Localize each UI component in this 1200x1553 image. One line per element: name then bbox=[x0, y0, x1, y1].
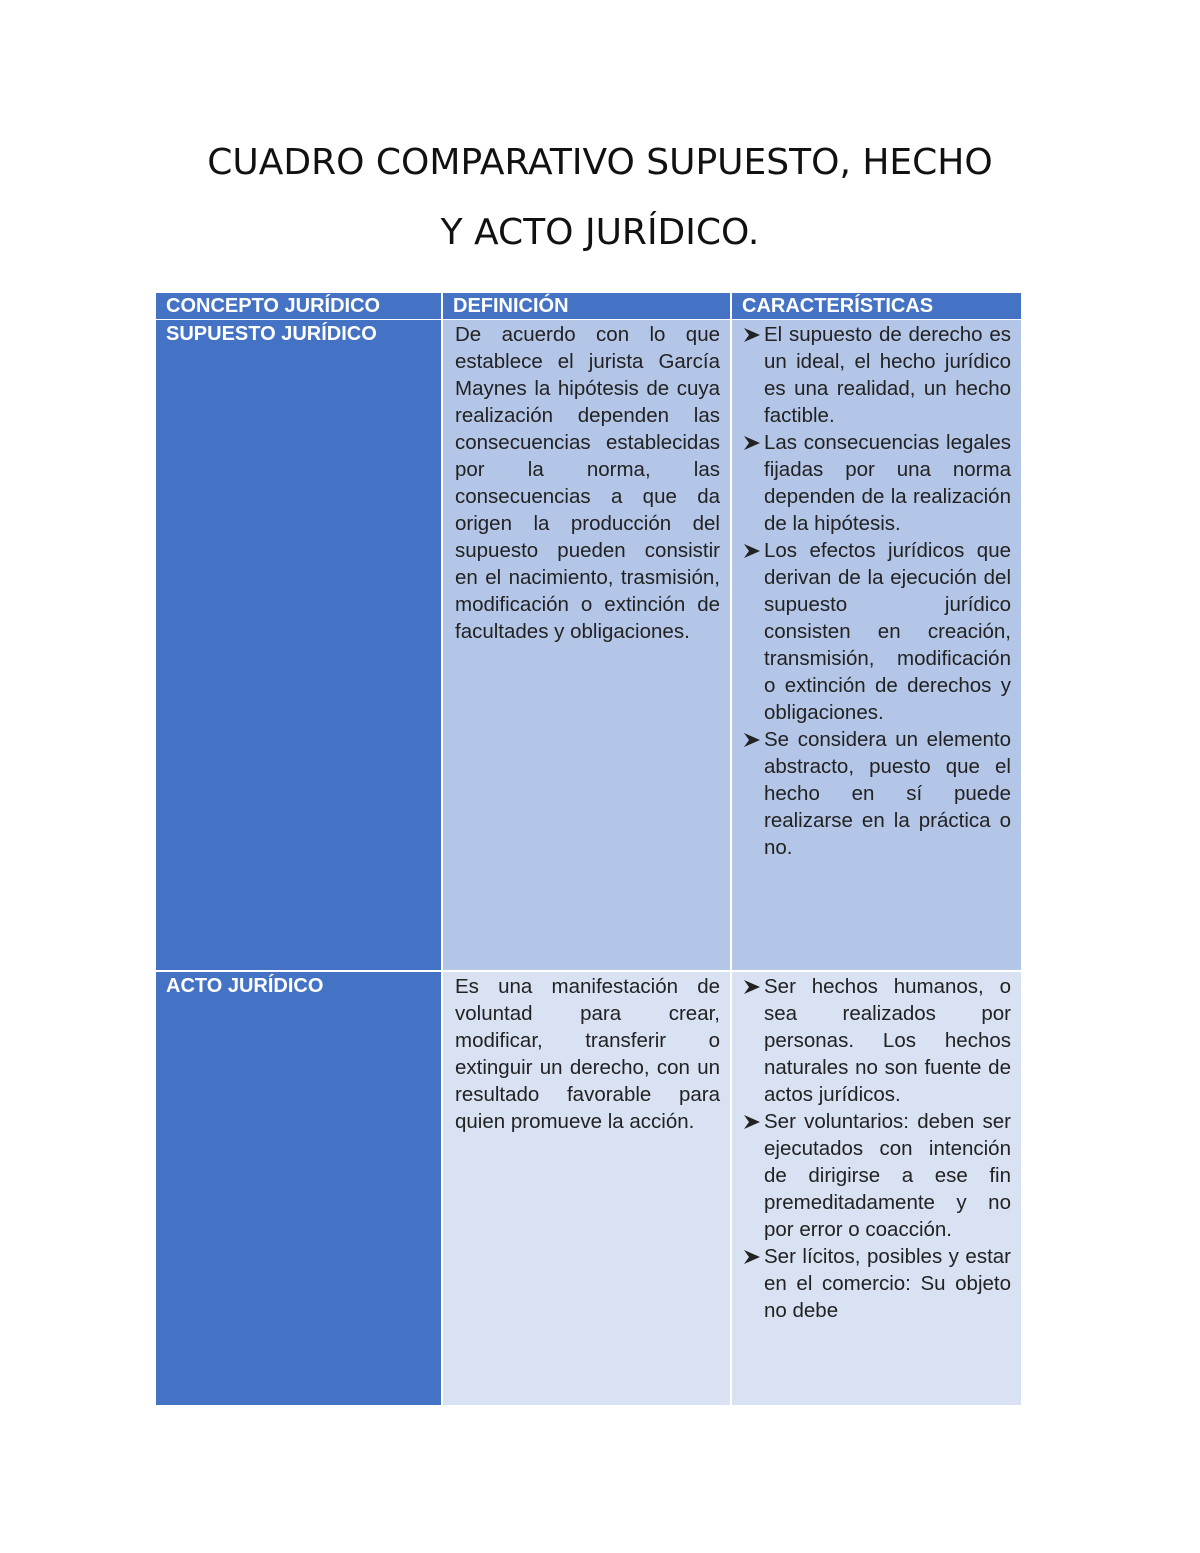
characteristic-item bbox=[740, 973, 1011, 1108]
characteristic-text: Ser voluntarios: deben ser ejecutados con intención de dirigirse a ese fin premeditadamente y no por error o coacción. bbox=[764, 1110, 1011, 1241]
characteristics-cell-acto bbox=[732, 970, 1021, 1405]
arrowhead-bullet-icon bbox=[740, 537, 764, 559]
concept-cell-supuesto: SUPUESTO JURÍDICO bbox=[156, 320, 443, 970]
characteristic-text: Las consecuencias legales fijadas por una norma dependen de la realización de la hipótesis. bbox=[764, 431, 1011, 535]
arrowhead-bullet-icon bbox=[740, 1108, 764, 1130]
characteristic-item bbox=[740, 1108, 1011, 1243]
arrowhead-bullet-icon bbox=[740, 726, 764, 748]
arrowhead-bullet-icon bbox=[740, 1243, 764, 1265]
header-definition: DEFINICIÓN bbox=[443, 293, 732, 320]
comparison-table bbox=[156, 293, 1021, 1405]
characteristic-item bbox=[740, 1243, 1011, 1324]
characteristic-item bbox=[740, 726, 1011, 861]
characteristic-item bbox=[740, 537, 1011, 726]
characteristic-text: Se considera un elemento abstracto, puesto que el hecho en sí puede realizarse en la práctica o no. bbox=[764, 728, 1011, 859]
characteristic-text: El supuesto de derecho es un ideal, el hecho jurídico es una realidad, un hecho factible. bbox=[764, 323, 1011, 427]
arrowhead-bullet-icon bbox=[740, 429, 764, 451]
arrowhead-bullet-icon bbox=[740, 321, 764, 343]
definition-cell-supuesto: De acuerdo con lo que establece el jurista García Maynes la hipótesis de cuya realización dependen las consecuencias establecidas por la norma, las consecuencias a que da origen la producción del supuesto pueden consistir en el nacimiento, trasmisión, modificación o extinción de facultades y obligaciones. bbox=[443, 320, 732, 970]
concept-cell-acto: ACTO JURÍDICO bbox=[156, 970, 443, 1405]
header-concept: CONCEPTO JURÍDICO bbox=[156, 293, 443, 320]
characteristic-item bbox=[740, 429, 1011, 537]
characteristic-text: Los efectos jurídicos que derivan de la ejecución del supuesto jurídico consisten en creación, transmisión, modificación o extinción de derechos y obligaciones. bbox=[764, 539, 1011, 724]
characteristic-text: Ser lícitos, posibles y estar en el comercio: Su objeto no debe bbox=[764, 1245, 1011, 1322]
definition-cell-acto: Es una manifestación de voluntad para crear, modificar, transferir o extinguir un derecho, con un resultado favorable para quien promueve la acción. bbox=[443, 970, 732, 1405]
header-characteristics: CARACTERÍSTICAS bbox=[732, 293, 1021, 320]
characteristic-text: Ser hechos humanos, o sea realizados por personas. Los hechos naturales no son fuente de actos jurídicos. bbox=[764, 975, 1011, 1106]
arrowhead-bullet-icon bbox=[740, 973, 764, 995]
characteristics-cell-supuesto bbox=[732, 320, 1021, 970]
characteristic-item bbox=[740, 321, 1011, 429]
document-title-line-1: CUADRO COMPARATIVO SUPUESTO, HECHO bbox=[207, 142, 993, 183]
document-title-line-2: Y ACTO JURÍDICO. bbox=[440, 212, 760, 253]
